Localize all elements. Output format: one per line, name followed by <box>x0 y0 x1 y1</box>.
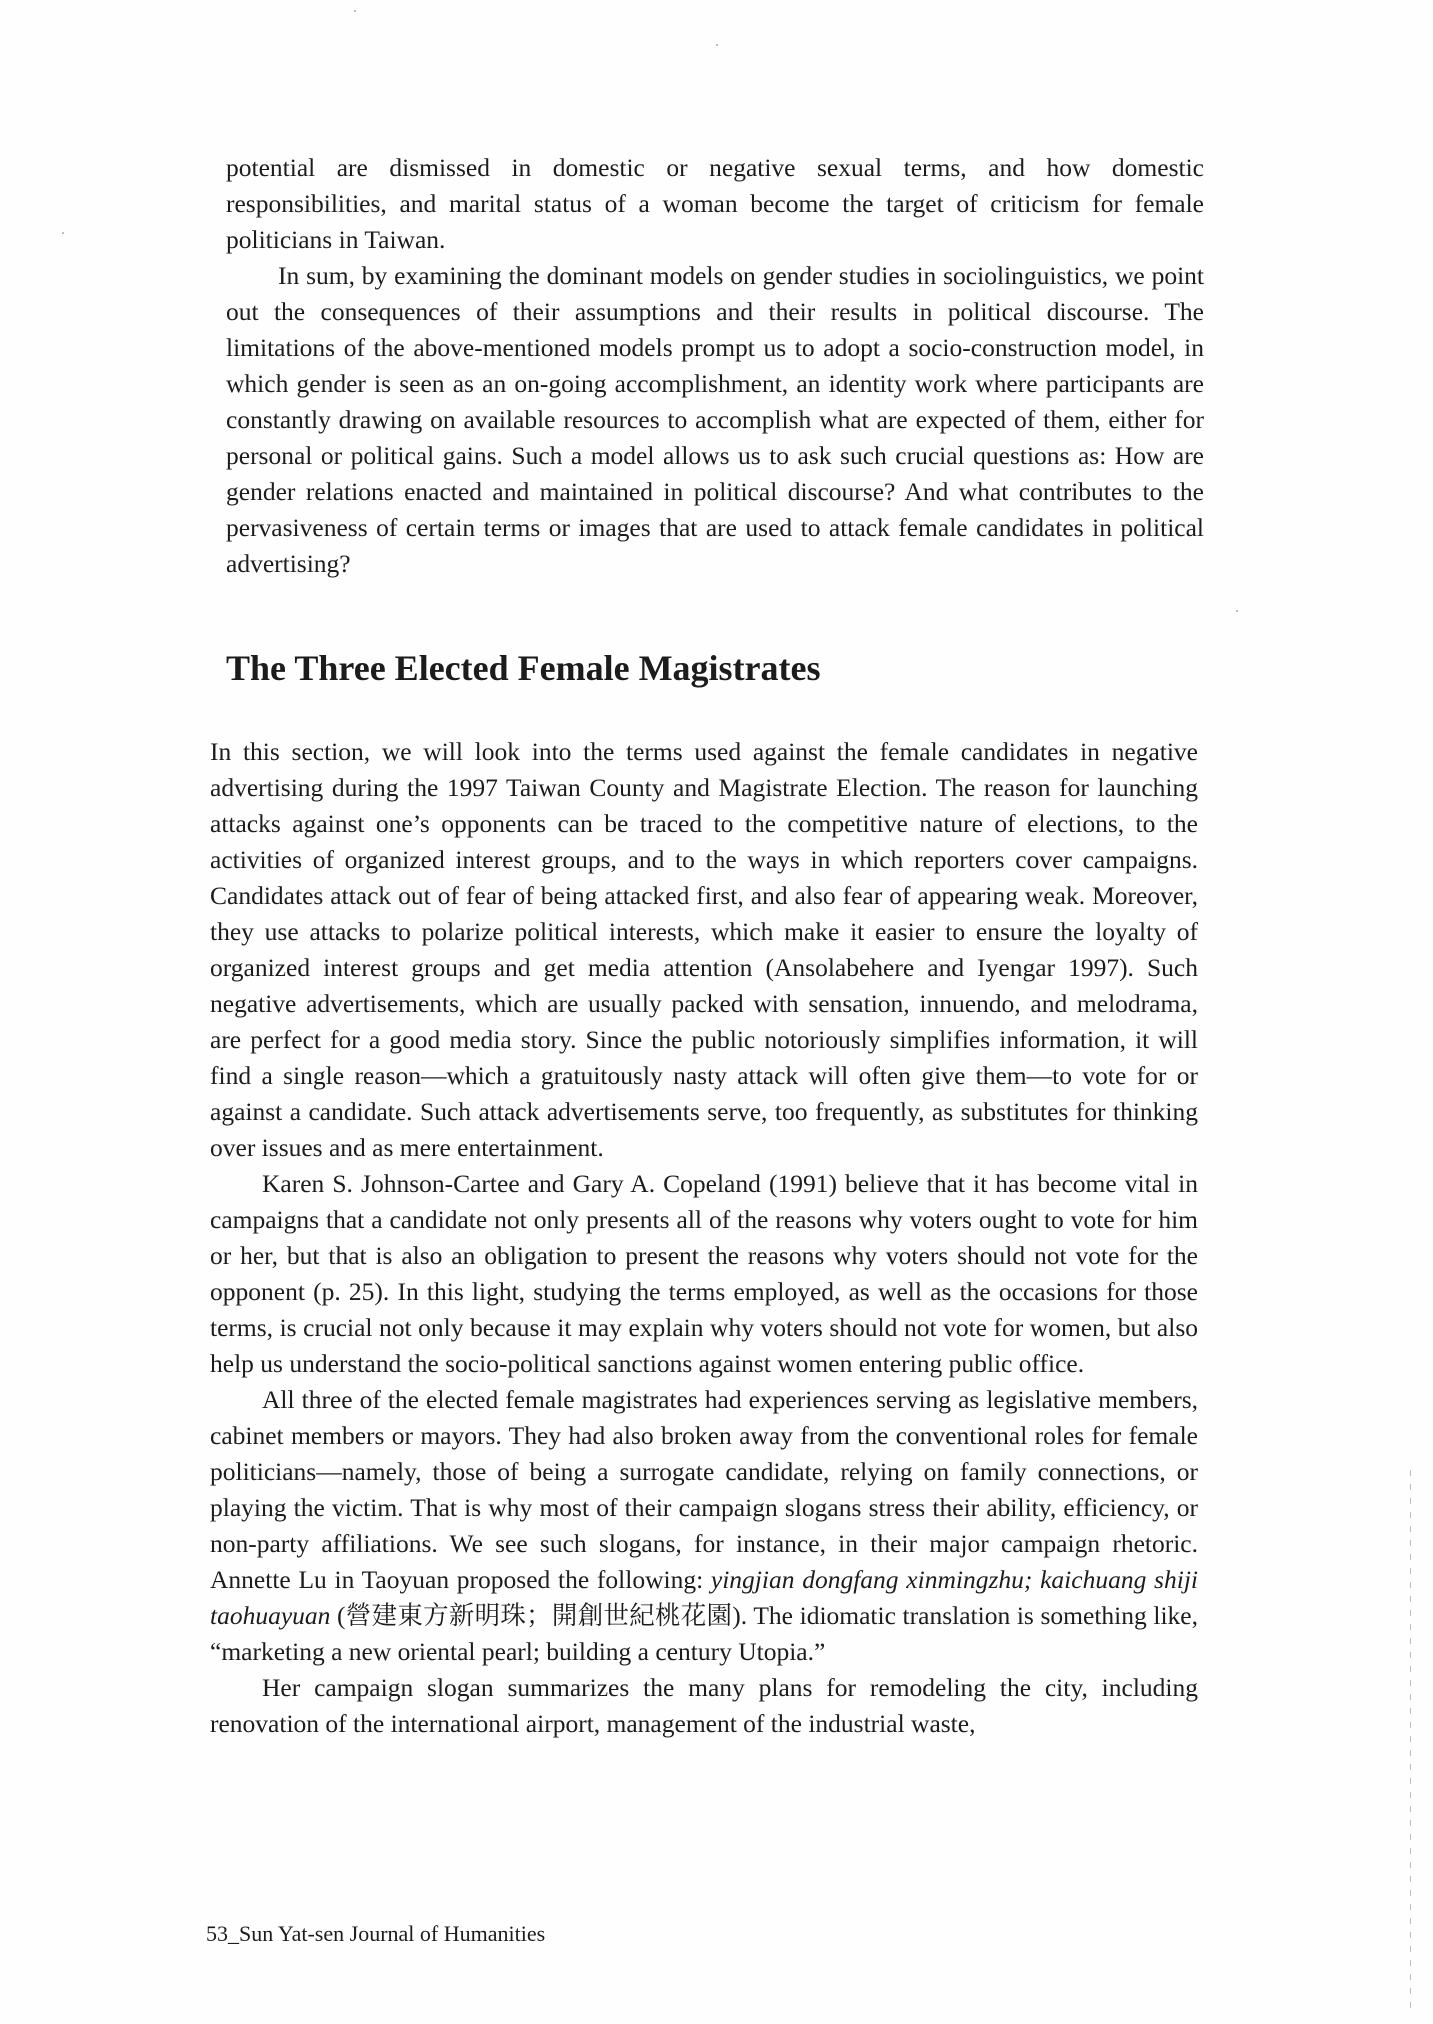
romanized-slogan: yingjian dongfang xinmingzhu; kaichuang shiji taohuayuan <box>210 1565 1198 1630</box>
section-heading: The Three Elected Female Magistrates <box>226 648 821 688</box>
top-text-block <box>226 150 1204 582</box>
paragraph-johnson-cartee: Karen S. Johnson-Cartee and Gary A. Copeland (1991) believe that it has become vital in campaigns that a candidate not only presents all of the reasons why voters ought to vote for him or her, but that is also an obligation to present the reasons why voters should not vote for the opponent (p. 25). In this light, studying the terms employed, as well as the occasions for those terms, is crucial not only because it may explain why voters should not vote for women, but also help us understand the socio-political sanctions against women entering public office. <box>210 1169 1198 1378</box>
scan-speck <box>1236 610 1238 612</box>
paragraph-magistrates-tail: (營建東方新明珠；開創世紀桃花園). The idiomatic translation is something like, “marketing a new oriental pearl; building a century Utopia.” <box>210 1601 1198 1666</box>
paragraph-in-sum: In sum, by examining the dominant models on gender studies in sociolinguistics, we point out the consequences of their assumptions and their results in political discourse. The limitations of the above-mentioned models prompt us to adopt a socio-construction model, in which gender is seen as an on-going accomplishment, an identity work where participants are constantly drawing on available resources to accomplish what are expected of them, either for personal or political gains. Such a model allows us to ask such crucial questions as: How are gender relations enacted and maintained in political discourse? And what contributes to the pervasiveness of certain terms or images that are used to attack female candidates in political advertising? <box>226 261 1204 578</box>
scan-speck <box>716 44 718 46</box>
page-footer: 53_Sun Yat-sen Journal of Humanities <box>206 1921 546 1946</box>
paragraph-magistrates-text: All three of the elected female magistrates had experiences serving as legislative members, cabinet members or mayors. They had also broken away from the conventional roles for female politicians—namely, those of being a surrogate candidate, relying on family connections, or playing the victim. That is why most of their campaign slogans stress their ability, efficiency, or non-party affiliations. We see such slogans, for instance, in their major campaign rhetoric. Annette Lu in Taoyuan proposed the following: <box>210 1385 1198 1594</box>
paragraph-magistrates <box>210 1382 1198 1670</box>
section-text-block <box>210 734 1198 1742</box>
scan-speck <box>62 232 64 234</box>
paragraph-continued: potential are dismissed in domestic or negative sexual terms, and how domestic responsibilities, and marital status of a woman become the target of criticism for female politicians in Taiwan. <box>226 153 1204 254</box>
scan-edge-line <box>1410 1470 1411 2010</box>
paragraph-section-intro: In this section, we will look into the terms used against the female candidates in negative advertising during the 1997 Taiwan County and Magistrate Election. The reason for launching attacks against one’s opponents can be traced to the competitive nature of elections, to the activities of organized interest groups, and to the ways in which reporters cover campaigns. Candidates attack out of fear of being attacked first, and also fear of appearing weak. Moreover, they use attacks to polarize political interests, which make it easier to ensure the loyalty of organized interest groups and get media attention (Ansolabehere and Iyengar 1997). Such negative advertisements, which are usually packed with sensation, innuendo, and melodrama, are perfect for a good media story. Since the public notoriously simplifies information, it will find a single reason—which a gratuitously nasty attack will often give them—to vote for or against a candidate. Such attack advertisements serve, too frequently, as substitutes for thinking over issues and as mere entertainment. <box>210 737 1198 1162</box>
paragraph-slogan-summary: Her campaign slogan summarizes the many plans for remodeling the city, including renovation of the international airport, management of the industrial waste, <box>210 1673 1198 1738</box>
scan-speck <box>354 10 356 12</box>
